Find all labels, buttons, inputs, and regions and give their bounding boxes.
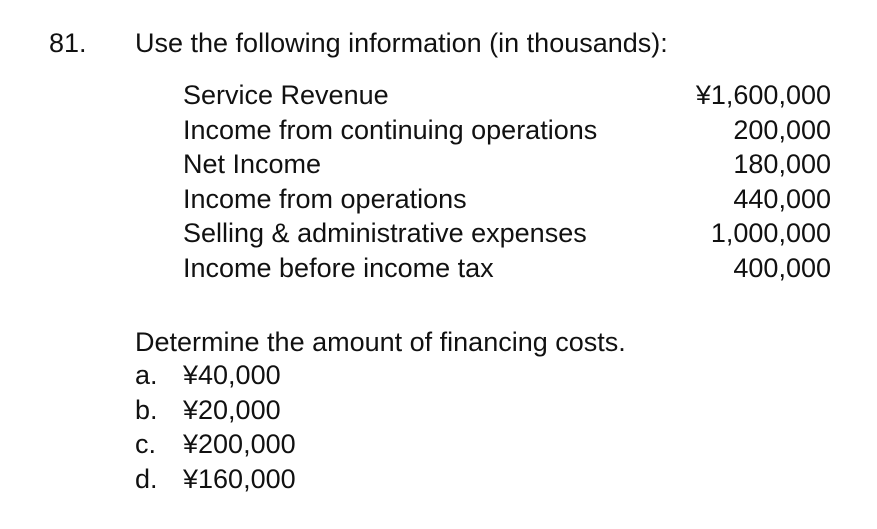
- option-letter: b.: [135, 394, 158, 425]
- option-letter: c.: [135, 429, 157, 460]
- data-value: ¥1,600,000: [695, 80, 831, 110]
- data-row-income-from-operations: [183, 182, 831, 217]
- data-label: Income from operations: [183, 183, 467, 214]
- data-value: 180,000: [733, 149, 831, 180]
- answer-options: [135, 358, 296, 496]
- question-text: Determine the amount of financing costs.: [135, 327, 626, 357]
- data-label: Service Revenue: [183, 80, 389, 110]
- data-row-income-continuing-operations: [183, 113, 831, 148]
- option-text: ¥20,000: [183, 394, 281, 425]
- data-label: Net Income: [183, 149, 322, 180]
- question-number: 81.: [49, 28, 87, 58]
- option-text: ¥200,000: [183, 429, 296, 460]
- data-row-income-before-tax: [183, 251, 831, 286]
- answer-option-b[interactable]: [135, 393, 296, 428]
- answer-option-d[interactable]: [135, 462, 296, 497]
- option-text: ¥40,000: [183, 360, 281, 390]
- data-row-service-revenue: [183, 78, 831, 113]
- financial-data-table: [183, 78, 831, 286]
- data-label: Income before income tax: [183, 252, 494, 283]
- data-label: Income from continuing operations: [183, 114, 598, 145]
- data-value: 1,000,000: [710, 218, 831, 249]
- answer-option-a[interactable]: [135, 358, 296, 393]
- data-value: 440,000: [733, 183, 831, 214]
- data-value: 200,000: [733, 114, 831, 145]
- option-text: ¥160,000: [183, 463, 296, 494]
- question-prompt: Use the following information (in thousands):: [135, 28, 668, 58]
- data-row-net-income: [183, 147, 831, 182]
- option-letter: a.: [135, 360, 158, 390]
- data-label: Selling & administrative expenses: [183, 218, 587, 249]
- data-value: 400,000: [733, 252, 831, 283]
- data-row-selling-admin-expenses: [183, 216, 831, 251]
- answer-option-c[interactable]: [135, 427, 296, 462]
- option-letter: d.: [135, 463, 158, 494]
